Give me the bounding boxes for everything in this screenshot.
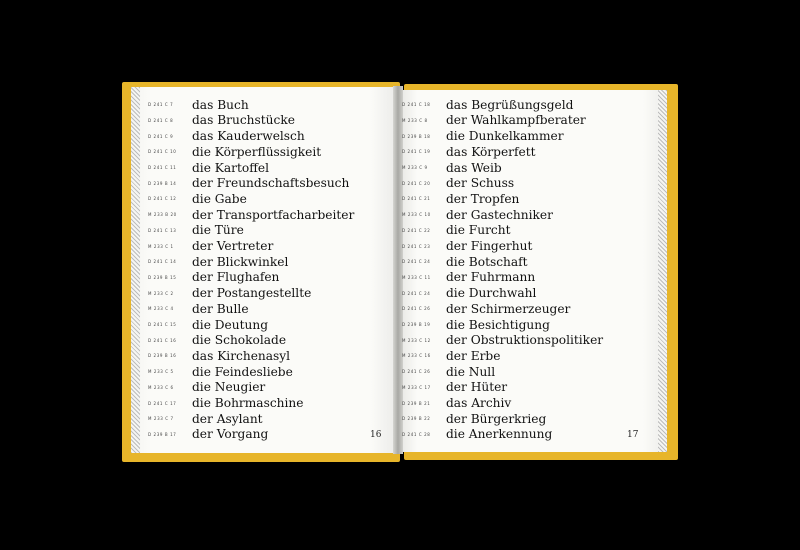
list-item bbox=[148, 348, 290, 364]
entry-code: D 241 C 18 bbox=[402, 102, 431, 108]
entry-code: D 241 C 23 bbox=[402, 243, 431, 249]
entry-code: M 233 C 1 bbox=[148, 243, 174, 249]
list-item bbox=[148, 238, 273, 254]
entry-code: M 233 C 10 bbox=[402, 212, 431, 218]
list-item bbox=[148, 333, 286, 349]
entry-word: der Bulle bbox=[192, 301, 249, 316]
list-item bbox=[402, 380, 507, 396]
entry-code: D 241 C 21 bbox=[402, 196, 431, 202]
entry-word: die Null bbox=[446, 364, 496, 379]
entry-word: das Archiv bbox=[446, 396, 512, 411]
list-item bbox=[402, 427, 552, 443]
entry-code: M 233 C 6 bbox=[148, 384, 174, 390]
entry-code: D 241 C 10 bbox=[148, 149, 177, 155]
entry-code: D 241 C 15 bbox=[148, 322, 177, 328]
entry-word: die Bohrmaschine bbox=[192, 396, 304, 411]
entry-code: D 241 C 8 bbox=[148, 117, 174, 123]
entry-word: der Bürgerkrieg bbox=[446, 411, 547, 426]
entry-word: der Gastechniker bbox=[446, 207, 553, 222]
entry-word: der Erbe bbox=[446, 348, 501, 363]
entry-word: das Bruchstücke bbox=[192, 113, 295, 128]
entry-code: D 241 C 17 bbox=[148, 400, 177, 406]
entry-code: D 241 C 26 bbox=[402, 306, 431, 312]
entry-word: der Schirmerzeuger bbox=[446, 301, 571, 316]
entry-code: D 241 C 16 bbox=[148, 337, 177, 343]
list-item bbox=[402, 97, 573, 113]
entry-code: D 239 B 18 bbox=[402, 133, 431, 139]
entry-word: das Weib bbox=[446, 160, 502, 175]
entry-word: der Freundschaftsbesuch bbox=[192, 176, 350, 191]
entry-code: M 233 B 20 bbox=[148, 212, 177, 218]
entry-code: D 241 C 20 bbox=[402, 180, 431, 186]
entry-code: D 241 C 19 bbox=[402, 149, 431, 155]
entry-code: M 233 C 9 bbox=[402, 165, 428, 171]
entry-word: die Deutung bbox=[192, 317, 269, 332]
entry-word: der Fingerhut bbox=[446, 239, 533, 254]
entry-word: der Transportfacharbeiter bbox=[192, 207, 355, 222]
list-item bbox=[402, 238, 532, 254]
entry-code: D 241 C 12 bbox=[148, 196, 177, 202]
entry-word: der Vorgang bbox=[192, 427, 269, 442]
list-item bbox=[148, 97, 249, 113]
list-item bbox=[402, 254, 528, 270]
entry-word: die Anerkennung bbox=[446, 427, 553, 442]
list-item bbox=[402, 364, 495, 380]
entry-code: D 239 B 14 bbox=[148, 180, 177, 186]
list-item bbox=[148, 317, 268, 333]
entry-word: die Feindesliebe bbox=[192, 364, 293, 379]
entry-word: der Hüter bbox=[446, 380, 508, 395]
left-page-edge bbox=[131, 87, 140, 453]
entry-code: D 239 B 21 bbox=[402, 400, 431, 406]
entry-word: der Tropfen bbox=[446, 191, 520, 206]
list-item bbox=[148, 427, 268, 443]
entry-code: M 233 C 12 bbox=[402, 337, 431, 343]
entry-code: M 233 C 17 bbox=[402, 384, 431, 390]
entry-code: D 241 C 14 bbox=[148, 259, 177, 265]
list-item bbox=[148, 113, 295, 129]
list-item bbox=[148, 223, 244, 239]
entry-code: D 241 C 7 bbox=[148, 102, 174, 108]
right-page-edge bbox=[658, 90, 667, 452]
list-item bbox=[402, 113, 586, 129]
entry-code: M 233 C 2 bbox=[148, 290, 174, 296]
entry-code: M 233 C 8 bbox=[402, 117, 428, 123]
entry-code: M 233 C 4 bbox=[148, 306, 174, 312]
entry-word: die Besichtigung bbox=[446, 317, 550, 332]
entry-code: M 233 C 5 bbox=[148, 369, 174, 375]
entry-word: das Körperfett bbox=[446, 144, 536, 159]
list-item bbox=[402, 348, 500, 364]
entry-word: der Vertreter bbox=[192, 239, 274, 254]
entry-word: die Gabe bbox=[192, 191, 247, 206]
list-item bbox=[148, 144, 321, 160]
list-item bbox=[148, 364, 293, 380]
list-item bbox=[148, 380, 265, 396]
entry-code: M 233 C 11 bbox=[402, 274, 431, 280]
list-item bbox=[402, 160, 502, 176]
entry-word: die Neugier bbox=[192, 380, 266, 395]
entry-word: der Wahlkampfberater bbox=[446, 113, 586, 128]
list-item bbox=[402, 317, 550, 333]
entry-word: der Schuss bbox=[446, 176, 515, 191]
entry-word: die Kartoffel bbox=[192, 160, 269, 175]
entry-code: D 241 C 9 bbox=[148, 133, 174, 139]
entry-code: D 241 C 11 bbox=[148, 165, 177, 171]
entry-code: D 241 C 22 bbox=[402, 227, 431, 233]
entry-code: D 239 B 19 bbox=[402, 322, 431, 328]
list-item bbox=[148, 128, 305, 144]
entry-code: D 241 C 13 bbox=[148, 227, 177, 233]
entry-word: der Fuhrmann bbox=[446, 270, 536, 285]
entry-code: D 239 B 15 bbox=[148, 274, 177, 280]
entry-word: die Türe bbox=[192, 223, 244, 238]
list-item bbox=[402, 128, 564, 144]
list-item bbox=[148, 191, 247, 207]
list-item bbox=[402, 176, 514, 192]
list-item bbox=[148, 301, 249, 317]
entry-word: die Botschaft bbox=[446, 254, 528, 269]
right-page-number: 17 bbox=[627, 430, 639, 440]
left-page-number: 16 bbox=[370, 430, 382, 440]
list-item bbox=[402, 411, 546, 427]
list-item bbox=[402, 285, 536, 301]
list-item bbox=[402, 223, 511, 239]
entry-code: M 233 C 7 bbox=[148, 416, 174, 422]
entry-word: die Furcht bbox=[446, 223, 511, 238]
list-item bbox=[402, 207, 553, 223]
list-item bbox=[402, 333, 603, 349]
entry-code: D 239 B 17 bbox=[148, 431, 177, 437]
entry-code: D 239 B 16 bbox=[148, 353, 177, 359]
list-item bbox=[148, 270, 279, 286]
entry-word: der Postangestellte bbox=[192, 286, 312, 301]
entry-word: der Flughafen bbox=[192, 270, 280, 285]
entry-word: das Kirchenasyl bbox=[192, 348, 291, 363]
list-item bbox=[402, 191, 519, 207]
entry-word: der Obstruktionspolitiker bbox=[446, 333, 604, 348]
entry-code: D 241 C 24 bbox=[402, 259, 431, 265]
entry-word: die Durchwahl bbox=[446, 286, 537, 301]
list-item bbox=[148, 176, 349, 192]
list-item bbox=[148, 395, 303, 411]
list-item bbox=[402, 395, 511, 411]
entry-word: das Begrüßungsgeld bbox=[446, 97, 574, 112]
entry-code: M 233 C 16 bbox=[402, 353, 431, 359]
entry-word: die Schokolade bbox=[192, 333, 287, 348]
entry-word: das Kauderwelsch bbox=[192, 129, 305, 144]
entry-word: die Körperflüssigkeit bbox=[192, 144, 322, 159]
list-item bbox=[402, 270, 535, 286]
entry-code: D 241 C 26 bbox=[402, 369, 431, 375]
list-item bbox=[148, 207, 354, 223]
list-item bbox=[148, 160, 269, 176]
entry-word: die Dunkelkammer bbox=[446, 129, 564, 144]
entry-code: D 241 C 28 bbox=[402, 431, 431, 437]
entry-code: D 241 C 24 bbox=[402, 290, 431, 296]
entry-word: das Buch bbox=[192, 97, 249, 112]
entry-code: D 239 B 22 bbox=[402, 416, 431, 422]
list-item bbox=[402, 144, 536, 160]
list-item bbox=[148, 411, 263, 427]
list-item bbox=[148, 254, 288, 270]
list-item bbox=[402, 301, 570, 317]
entry-word: der Asylant bbox=[192, 411, 263, 426]
list-item bbox=[148, 285, 311, 301]
entry-word: der Blickwinkel bbox=[192, 254, 289, 269]
